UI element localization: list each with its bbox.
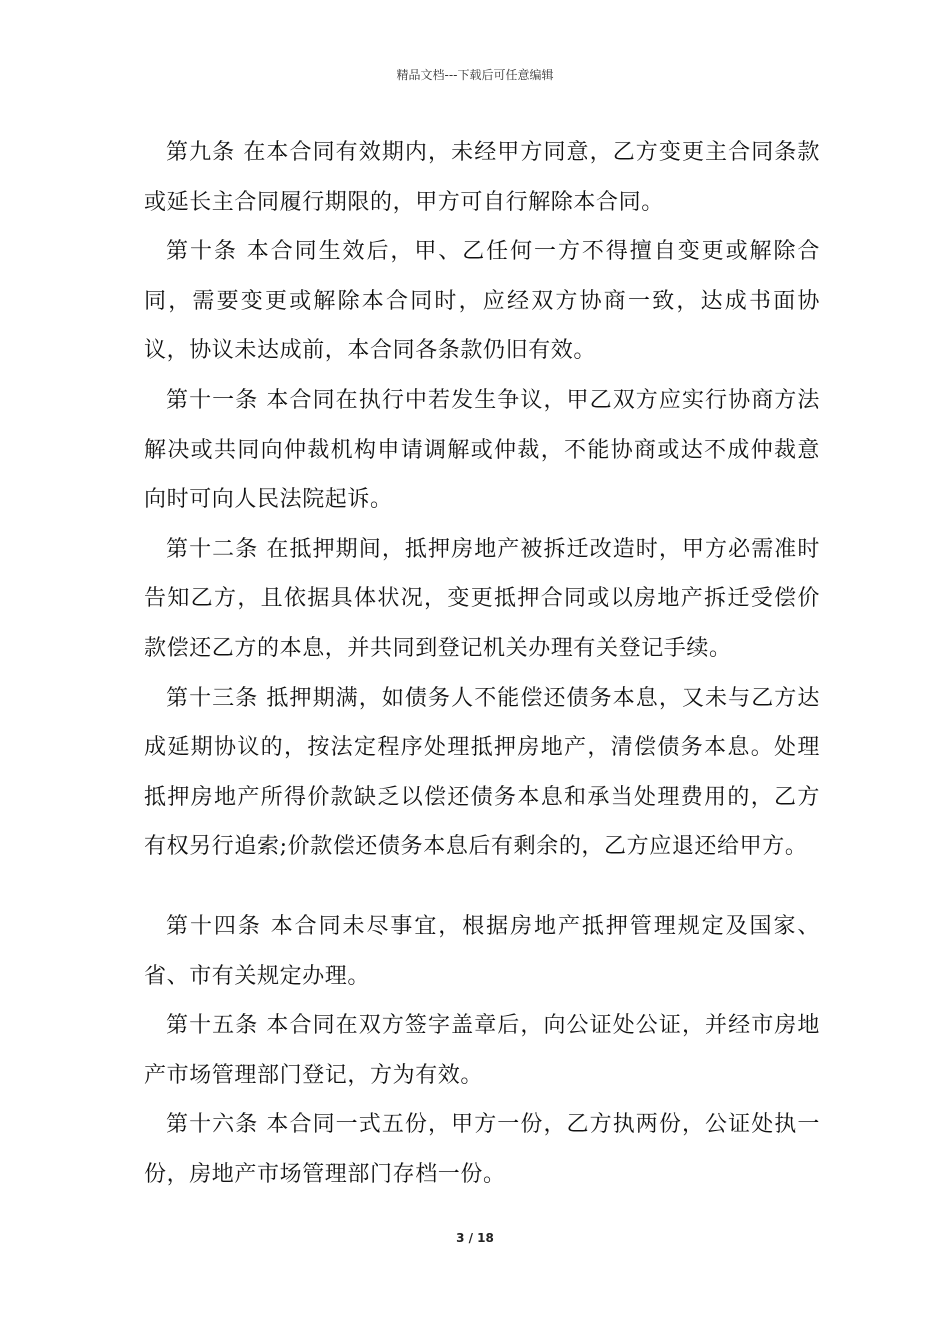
article-13: 第十三条 抵押期满，如债务人不能偿还债务本息，又未与乙方达成延期协议的，按法定程序处理抵押房地产，清偿债务本息。处理抵押房地产所得价款缺乏以偿还债务本息和承当处理费用的，乙方有权另行追索;价款偿还债务本息后有剩余的，乙方应退还给甲方。 [144,685,820,860]
page-number: 3 / 18 [456,1231,494,1245]
article-14: 第十四条 本合同未尽事宜，根据房地产抵押管理规定及国家、省、市有关规定办理。 [144,913,820,989]
article-16: 第十六条 本合同一式五份，甲方一份，乙方执两份，公证处执一份，房地产市场管理部门存档一份。 [144,1112,820,1187]
document-body [144,128,820,1199]
article-10: 第十条 本合同生效后，甲、乙任何一方不得擅自变更或解除合同，需要变更或解除本合同时，应经双方协商一致，达成书面协议，协议未达成前，本合同各条款仍旧有效。 [144,239,820,364]
article-15: 第十五条 本合同在双方签字盖章后，向公证处公证，并经市房地产市场管理部门登记，方为有效。 [144,1013,820,1088]
article-11: 第十一条 本合同在执行中若发生争议，甲乙双方应实行协商方法解决或共同向仲裁机构申请调解或仲裁，不能协商或达不成仲裁意向时可向人民法院起诉。 [144,387,820,513]
page-header: 精品文档---下载后可任意编辑 [396,68,554,82]
article-9: 第九条 在本合同有效期内，未经甲方同意，乙方变更主合同条款或延长主合同履行期限的，甲方可自行解除本合同。 [144,140,820,215]
article-12: 第十二条 在抵押期间，抵押房地产被拆迁改造时，甲方必需准时告知乙方，且依据具体状况，变更抵押合同或以房地产拆迁受偿价款偿还乙方的本息，并共同到登记机关办理有关登记手续。 [144,536,820,661]
